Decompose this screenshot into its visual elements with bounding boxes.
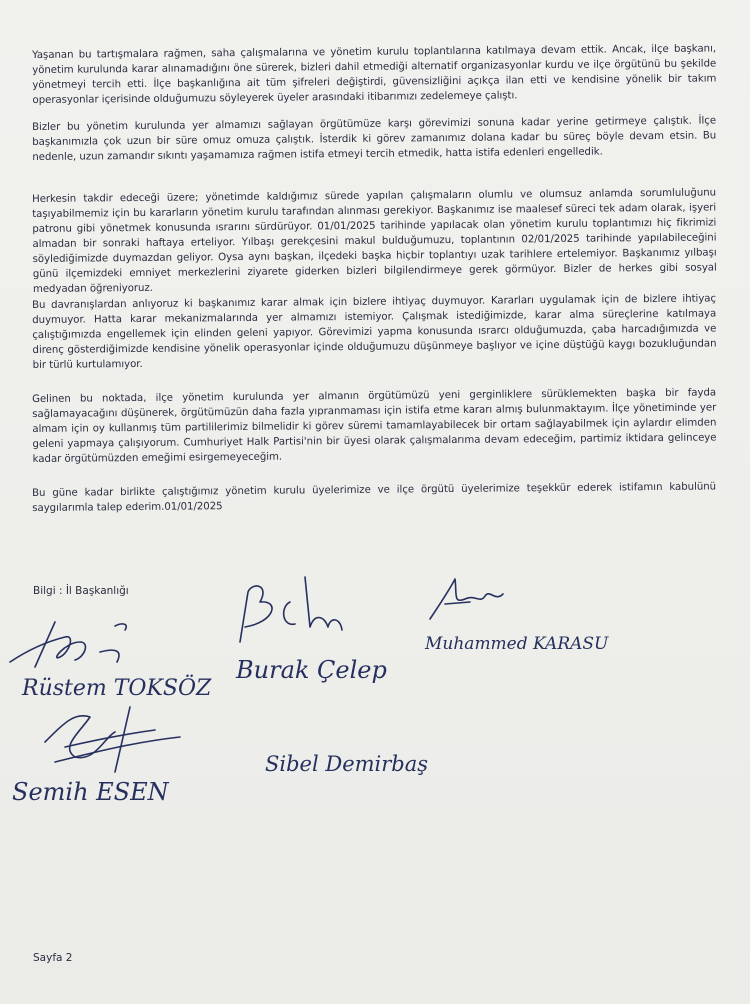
- signature-name-muhammed: Muhammed KARASU: [425, 634, 609, 654]
- signature-name-burak: Burak Çelep: [236, 656, 387, 684]
- info-line: Bilgi : İl Başkanlığı: [33, 585, 129, 597]
- paragraph-3: Herkesin takdir edeceği üzere; yönetimde kaldığımız sürede yapılan çalışmaların olumlu ve olumsuz anlamda sorumluluğunu taşıyabilmemiz için bu kararların yönetim kurulu tarafından alınması gerekiyor. Başkanımız ise maalesef süreci tek adam olarak, işyeri patronu gibi yönetmek konusunda ısrarını sürdürüyor. 01/01/2025 tarihinde yapılacak olan yönetim kurulu toplantımızı hiç fikrimizi almadan bir sonraki haftaya erteliyor. Yılbaşı gerekçesini makul bulduğumuzu, toplantının 02/01/2025 tarihinde yapılabileceğini söylediğimizde duymazdan geliyor. Oysa aynı başkan, ilçedeki başka hiçbir toplantıyı uzak tarihlere ertelemiyor. Başkanımız yılbaşı günü ilçemizdeki emniyet merkezlerini ziyarete giderken bizleri bilgilendirmeye gerek görmüyor. Bizler de herkes gibi sosyal medyadan öğreniyoruz.: [32, 187, 717, 295]
- paragraph-1: Yaşanan bu tartışmalara rağmen, saha çalışmalarına ve yönetim kurulu toplantılarına katılmaya devam ettik. Ancak, ilçe başkanı, yönetim kurulunda karar alınamadığını öne sürerek, bizleri dahil etmediği alternatif organizasyonlar kurdu ve ilçe örgütünü bu şekilde yönetmeyi tercih etti. İlçe başkanlığına ait tüm şifreleri değiştirdi, güvensizliğini açıkça ilan etti ve kendisine yönelik bir takım operasyonlar içerisinde olduğumuzu söyleyerek üyeler arasındaki itibarımızı zedelemeye çalıştı.: [32, 43, 717, 106]
- signature-rustem-scribble: [5, 612, 145, 672]
- paragraph-2: Bizler bu yönetim kurulunda yer almamızı sağlayan örgütümüze karşı görevimizi sonuna kadar yerine getirmeye çalıştık. İlçe başkanımızla çok uzun bir süre omuz omuza çalıştık. İsterdik ki görev zamanımız dolana kadar bu süreç böyle devam etsin. Bu nedenle, uzun zamandır sıkıntı yaşamamıza rağmen istifa etmeyi tercih etmedik, hatta istifa edenleri engelledik.: [32, 115, 717, 163]
- paragraph-5: Gelinen bu noktada, ilçe yönetim kurulunda yer almanın örgütümüzü yeni gerginliklere sürüklemekten başka bir fayda sağlamayacağını düşünerek, örgütümüzün daha fazla yıpranmaması için istifa etme kararı almış bulunmaktayım. İlçe yönetiminde yer almam için oy kullanmış tüm partililerimiz bilmelidir ki görev süremi tamamlayabilecek bir ortam sağlayabilmek için aylardır elimden geleni yapmaya çalışıyorum. Cumhuriyet Halk Partisi'nin bir üyesi olarak çalışmalarıma devam edeceğim, partimiz iktidara gelinceye kadar örgütümüzden emeğimi esirgemeyeceğim.: [32, 387, 717, 465]
- page-number: Sayfa 2: [33, 952, 73, 964]
- signature-name-semih: Semih ESEN: [12, 778, 169, 806]
- signature-muhammed-scribble: [425, 574, 515, 624]
- signature-name-rustem: Rüstem TOKSÖZ: [22, 676, 212, 701]
- paragraph-4: Bu davranışlardan anlıyoruz ki başkanımız karar almak için bizlere ihtiyaç duymuyor. Kararları uygulamak için de bizlere ihtiyaç duymuyor. Hatta karar mekanizmalarında yer almamızı istemiyor. Çalışmak istediğimizde, karar alma süreçlerine katılmaya çalıştığımızda engellemek için elinden geleni yapıyor. Görevimizi yapma konusunda ısrarcı olduğumuzda, çaba harcadığımızda ve direnç gösterdiğimizde kendisine yönelik operasyonlar içinde olduğumuzu düşünmeye başlıyor ve içine düştüğü kaygı bozukluğundan bir türlü kurtulamıyor.: [32, 293, 717, 371]
- signature-semih-scribble: [35, 702, 185, 782]
- signature-name-sibel: Sibel Demirbaş: [265, 752, 429, 776]
- signature-burak-scribble: [230, 572, 350, 652]
- paragraph-6: Bu güne kadar birlikte çalıştığımız yönetim kurulu üyelerimize ve ilçe örgütü üyelerimize teşekkür ederek istifamın kabulünü saygılarımla talep ederim.01/01/2025: [32, 481, 717, 514]
